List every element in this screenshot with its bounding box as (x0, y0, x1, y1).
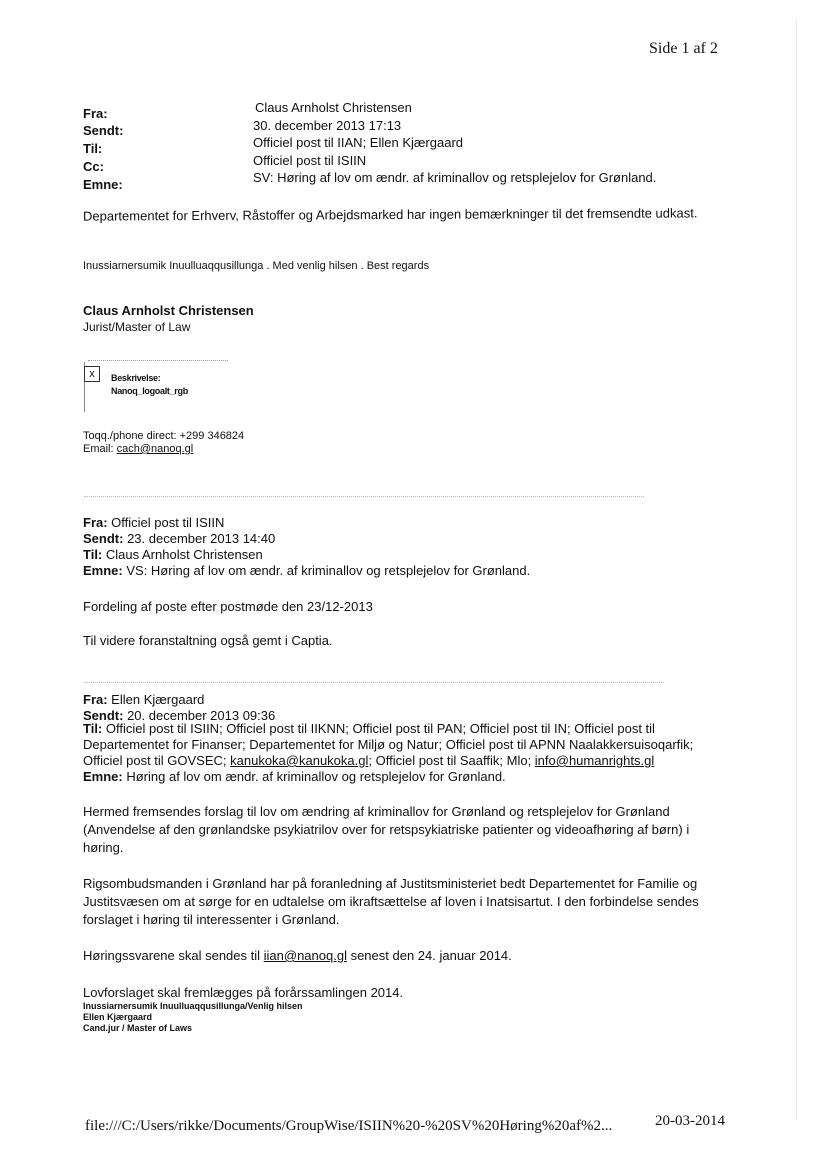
p1-line-3: høring. (83, 840, 124, 855)
to-value: Officiel post til IIAN; Ellen Kjærgaard (253, 135, 464, 150)
msg3-paragraph-3: Høringssvarene skal sendes til iian@nanoq.gl senest den 24. januar 2014. (83, 948, 512, 963)
page-number: Side 1 af 2 (649, 40, 718, 57)
from-label: Fra: (83, 106, 108, 121)
p2-line-2: Justitsvæsen om at sørge for en udtalelse om ikraftsættelse af loven i Inatsisartut. I den forbindelse sendes (83, 894, 699, 909)
p1-line-1: Hermed fremsendes forslag til lov om ændring af kriminallov for Grønland og retsplejelov for Grønland (83, 804, 670, 819)
iian-email-link[interactable]: iian@nanoq.gl (263, 948, 347, 963)
msg3-sent: Sendt: 20. december 2013 09:36 (83, 708, 276, 723)
humanrights-email-link[interactable]: info@humanrights.gl (534, 753, 655, 768)
msg3-from: Fra: Ellen Kjærgaard (83, 692, 205, 707)
body-paragraph: Departementet for Erhverv, Råstoffer og Arbejdsmarked har ingen bemærkninger til det fremsendte udkast. (82, 205, 698, 224)
msg2-from: Fra: Officiel post til ISIIN (83, 515, 225, 530)
footer-file-path: file:///C:/Users/rikke/Documents/GroupWise/ISIIN%20-%20SV%20Høring%20af%2... (85, 1118, 613, 1134)
msg3-signature-title: Cand.jur / Master of Laws (83, 1023, 193, 1033)
greeting: Inussiarnersumik Inuulluaqqusillunga . Med venlig hilsen . Best regards (83, 260, 430, 272)
cc-label: Cc: (83, 159, 104, 174)
msg2-to: Til: Claus Arnholst Christensen (83, 547, 263, 562)
msg2-line-1: Fordeling af poste efter postmøde den 23/12-2013 (83, 599, 373, 614)
p2-line-3: forslaget i høring til interessenter i Grønland. (83, 912, 340, 927)
signature-name: Claus Arnholst Christensen (83, 303, 254, 318)
sent-value: 30. december 2013 17:13 (253, 118, 402, 133)
msg3-signature-greeting: Inussiarnersumik Inuulluaqqusillunga/Venlig hilsen (83, 1001, 303, 1011)
msg3-to-line-3: Officiel post til GOVSEC; kanukoka@kanukoka.gl; Officiel post til Saaffik; Mlo; info@humanrights.gl (83, 753, 655, 768)
footer-date: 20-03-2014 (655, 1113, 725, 1129)
email-link[interactable]: cach@nanoq.gl (116, 443, 194, 455)
msg3-signature-name: Ellen Kjærgaard (83, 1012, 153, 1022)
phone-line: Toqq./phone direct: +299 346824 (83, 430, 245, 442)
kanukoka-email-link[interactable]: kanukoka@kanukoka.gl (230, 753, 369, 768)
image-description-label: Beskrivelse: (111, 373, 161, 383)
msg3-subject: Emne: Høring af lov om ændr. af kriminallov og retsplejelov for Grønland. (83, 769, 506, 784)
image-frame-top (88, 360, 228, 361)
sent-label: Sendt: (83, 123, 124, 138)
scan-edge-line (796, 20, 797, 1120)
p2-line-1: Rigsombudsmanden i Grønland har på foranledning af Justitsministeriet bedt Departementet for Familie og (83, 876, 698, 891)
email-label: Email: (83, 443, 117, 455)
subject-value: SV: Høring af lov om ændr. af kriminallov og retsplejelov for Grønland. (253, 170, 657, 185)
email-line (83, 443, 193, 455)
msg2-sent: Sendt: 23. december 2013 14:40 (83, 531, 276, 546)
msg3-to-line-1: Til: Officiel post til ISIIN; Officiel post til IIKNN; Officiel post til PAN; Officiel post til IN; Officiel post til (83, 721, 655, 736)
separator-2 (84, 682, 664, 683)
from-value: Claus Arnholst Christensen (255, 100, 412, 115)
signature-title: Jurist/Master of Law (83, 320, 191, 334)
p1-line-2: (Anvendelse af den grønlandske psykiatrilov over for retspsykiatriske patienter og videoafhøring af børn) i (83, 822, 690, 837)
msg3-to-line-2: Departementet for Finanser; Departementet for Miljø og Natur; Officiel post til APNN Naalakkersuisoqarfik; (83, 737, 694, 752)
msg2-line-2: Til videre foranstaltning også gemt i Captia. (83, 633, 333, 648)
broken-image-icon: x (84, 366, 100, 382)
image-description-value: Nanoq_logoalt_rgb (111, 386, 188, 396)
to-label: Til: (83, 141, 103, 156)
separator-1 (84, 496, 644, 497)
msg3-paragraph-4: Lovforslaget skal fremlægges på forårssamlingen 2014. (83, 985, 404, 1000)
cc-value: Officiel post til ISIIN (253, 153, 367, 168)
msg2-subject: Emne: VS: Høring af lov om ændr. af kriminallov og retsplejelov for Grønland. (83, 563, 531, 578)
subject-label: Emne: (83, 177, 123, 192)
